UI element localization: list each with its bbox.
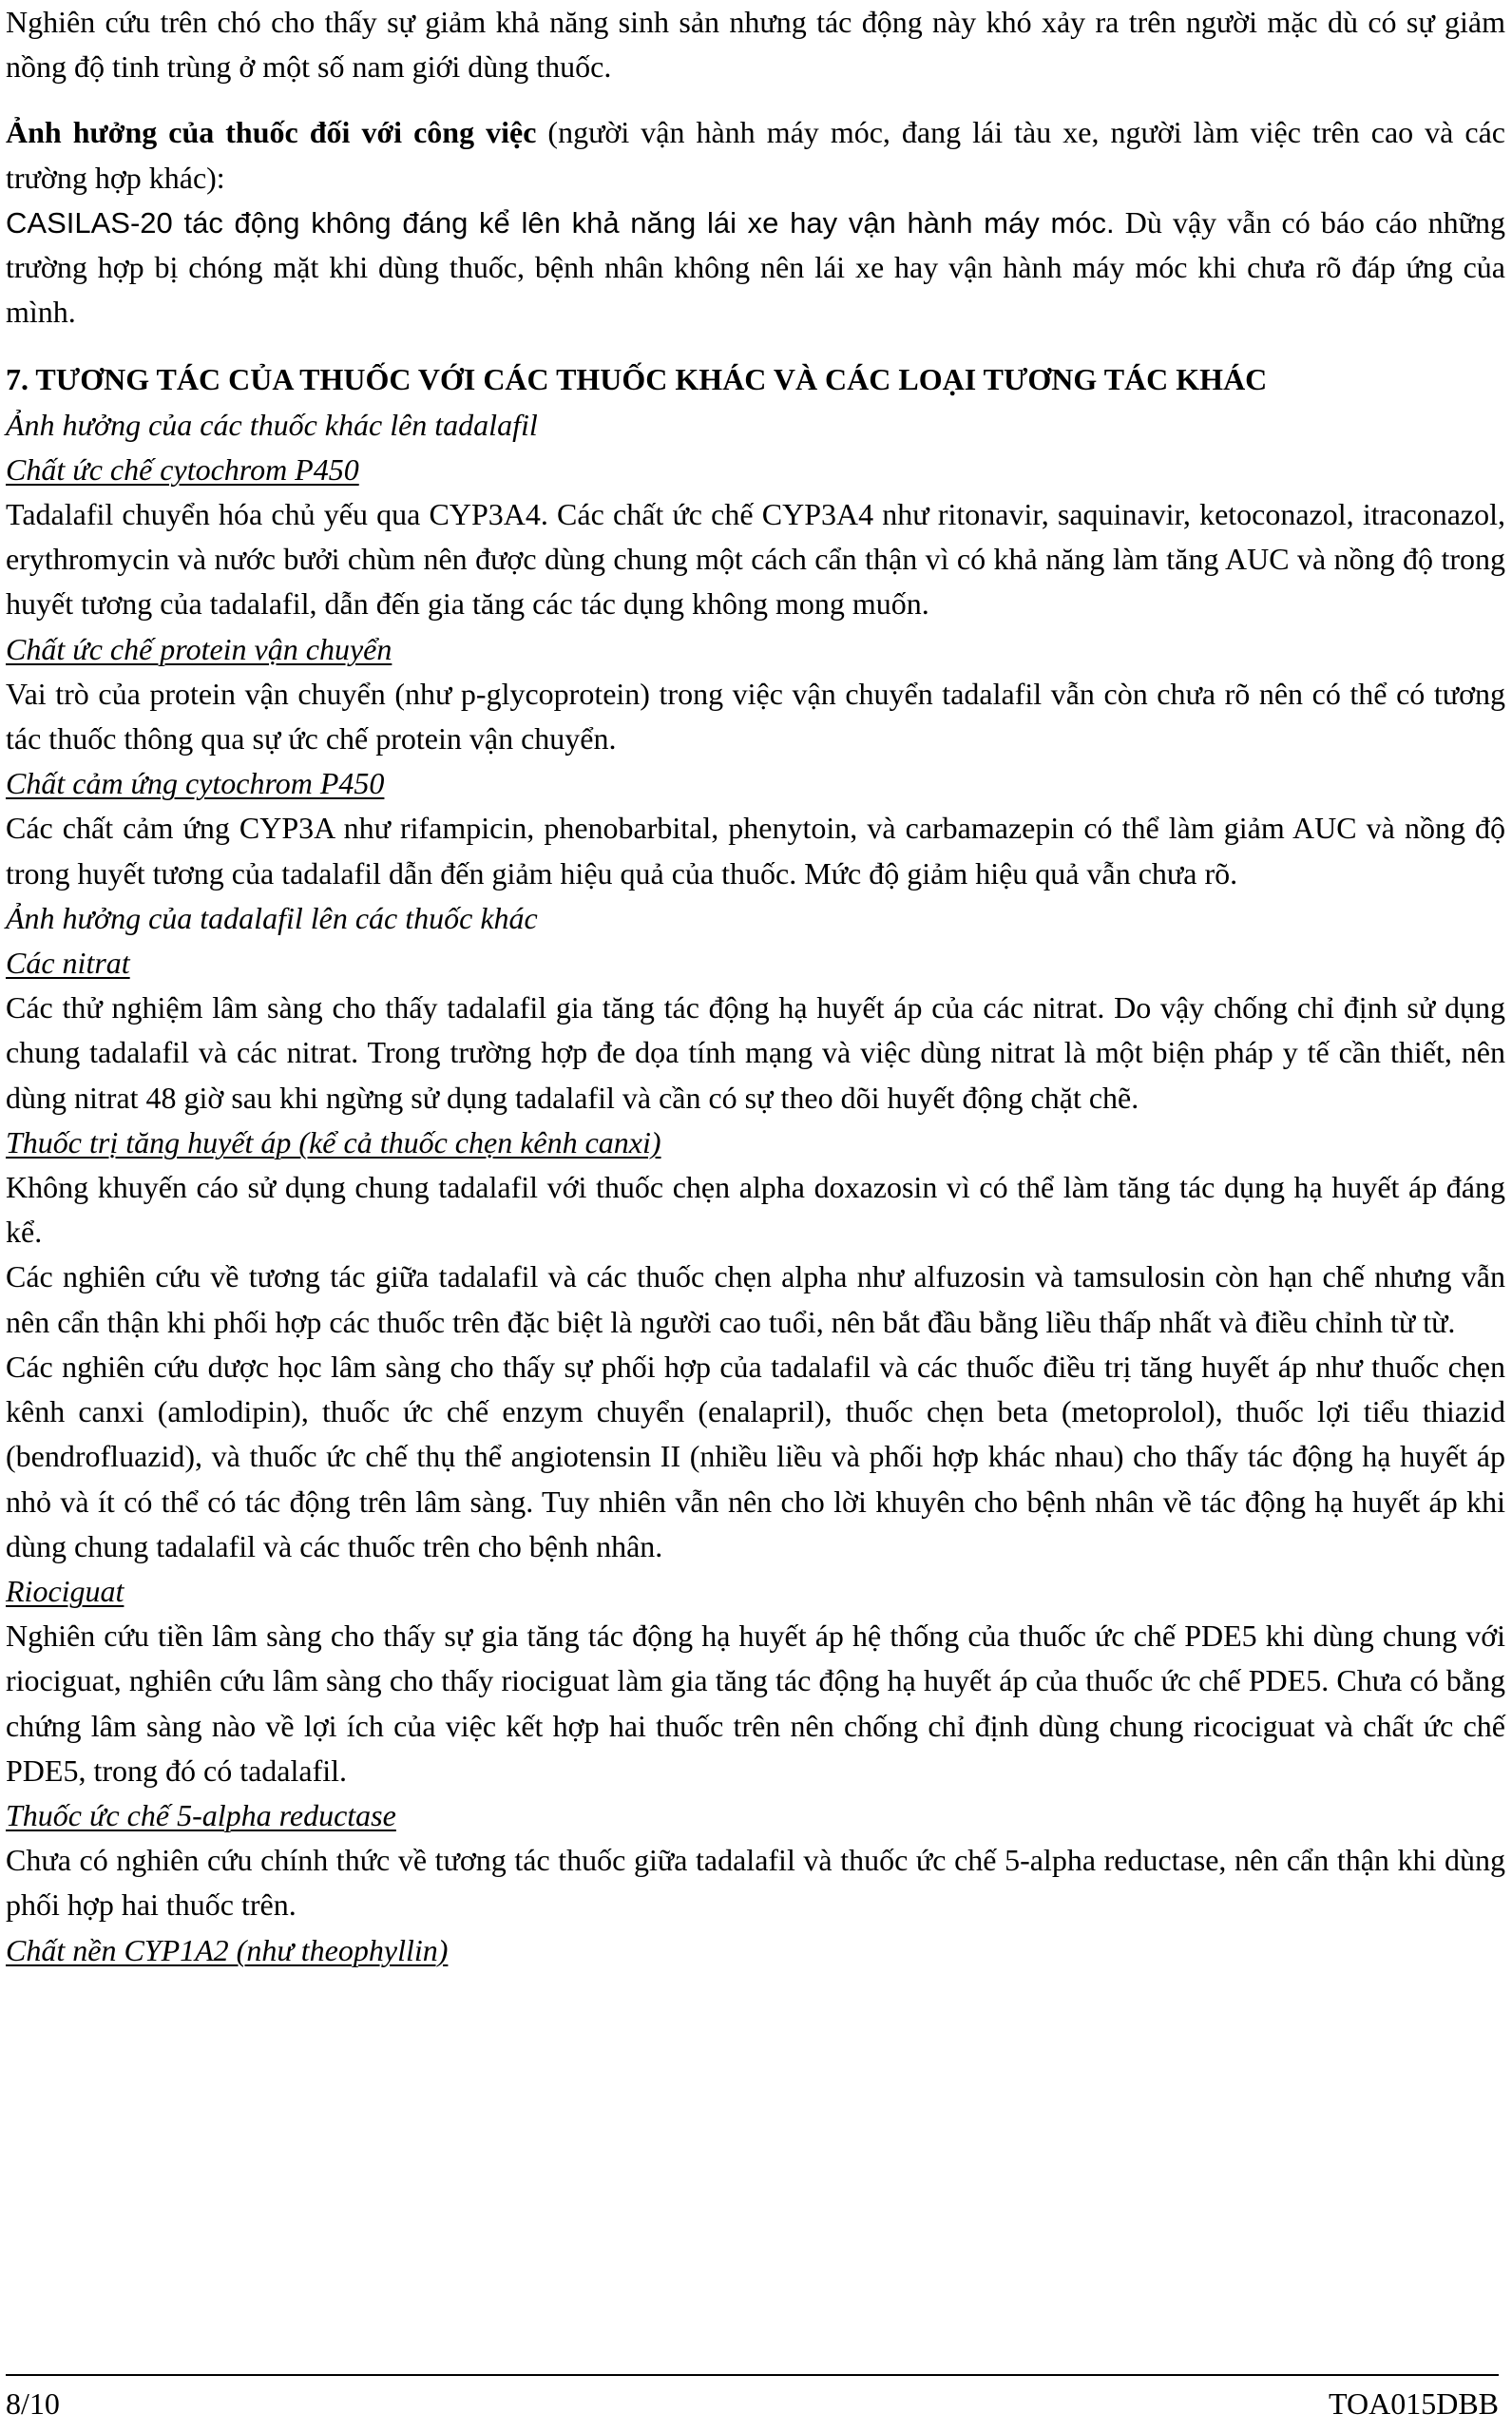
document-code: TOA015DBB xyxy=(1329,2386,1499,2421)
subheading-riociguat: Riociguat xyxy=(6,1573,124,1608)
subheading-nitrates: Các nitrat xyxy=(6,946,130,981)
fertility-paragraph: Nghiên cứu trên chó cho thấy sự giảm khả năng sinh sản nhưng tác động này khó xảy ra trên người mặc dù có sự giảm nồng độ tinh trùng ở một số nam giới dùng thuốc. xyxy=(6,5,1505,85)
footer-divider xyxy=(6,2374,1499,2376)
subheading-tadalafil-on-other-drugs: Ảnh hưởng của tadalafil lên các thuốc khác xyxy=(6,900,538,935)
cyp-inhibitor-text: Tadalafil chuyển hóa chủ yếu qua CYP3A4. Các chất ức chế CYP3A4 như ritonavir, saquinavir, ketoconazol, itraconazol, erythromycin và nước bưởi chùm nên được dùng chung một cách cẩn thận vì có khả năng làm tăng AUC và nồng độ trong huyết tương của tadalafil, dẫn đến gia tăng các tác dụng không mong muốn. xyxy=(6,497,1505,622)
transport-protein-text: Vai trò của protein vận chuyển (như p-glycoprotein) trong việc vận chuyển tadalafil vẫn còn chưa rõ nên có thể có tương tác thuốc thông qua sự ức chế protein vận chuyển. xyxy=(6,676,1505,757)
subheading-transport-protein: Chất ức chế protein vận chuyển xyxy=(6,631,392,666)
antihypertensive-text-1: Không khuyến cáo sử dụng chung tadalafil với thuốc chẹn alpha doxazosin vì có thể làm tăng tác dụng hạ huyết áp đáng kể. xyxy=(6,1170,1505,1250)
antihypertensive-text-2: Các nghiên cứu về tương tác giữa tadalafil và các thuốc chẹn alpha như alfuzosin và tamsulosin còn hạn chế nhưng vẫn nên cẩn thận khi phối hợp các thuốc trên đặc biệt là người cao tuổi, nên bắt đầu bằng liều thấp nhất và điều chỉnh từ từ. xyxy=(6,1259,1505,1339)
driving-effects-intro: (người vận hành máy móc, đang lái tàu xe, người làm việc trên cao và các trường hợp khác): xyxy=(6,115,1506,195)
driving-effects-title: Ảnh hưởng của thuốc đối với công việc xyxy=(6,115,537,150)
subheading-cyp1a2-substrate: Chất nền CYP1A2 (như theophyllin) xyxy=(6,1932,449,1967)
dizziness-warning: Dù vậy vẫn có báo cáo những trường hợp bị chóng mặt khi dùng thuốc, bệnh nhân không nên lái xe hay vận hành máy móc khi chưa rõ đáp ứng của mình. xyxy=(6,204,1505,330)
driving-effects-paragraph xyxy=(6,110,1505,200)
subheading-cyp-inhibitor: Chất ức chế cytochrom P450 xyxy=(6,451,359,487)
page-number: 8/10 xyxy=(6,2386,60,2421)
subheading-cyp-inducer: Chất cảm ứng cytochrom P450 xyxy=(6,766,385,801)
driving-effects-body xyxy=(6,201,1505,335)
section-7-heading: 7. TƯƠNG TÁC CỦA THUỐC VỚI CÁC THUỐC KHÁC VÀ CÁC LOẠI TƯƠNG TÁC KHÁC xyxy=(6,362,1268,397)
5-alpha-reductase-text: Chưa có nghiên cứu chính thức về tương tác thuốc giữa tadalafil và thuốc ức chế 5-alpha reductase, nên cẩn thận khi dùng phối hợp hai thuốc trên. xyxy=(6,1843,1505,1923)
nitrates-text: Các thử nghiệm lâm sàng cho thấy tadalafil gia tăng tác động hạ huyết áp của các nitrat. Do vậy chống chỉ định sử dụng chung tadalafil và các nitrat. Trong trường hợp đe dọa tính mạng và việc dùng nitrat là một biện pháp y tế cần thiết, nên dùng nitrat 48 giờ sau khi ngừng sử dụng tadalafil và cần có sự theo dõi huyết động chặt chẽ. xyxy=(6,990,1505,1115)
casilas-statement: CASILAS-20 tác động không đáng kể lên khả năng lái xe hay vận hành máy móc. xyxy=(6,205,1115,239)
subheading-other-drugs-on-tadalafil: Ảnh hưởng của các thuốc khác lên tadalafil xyxy=(6,407,538,442)
subheading-5-alpha-reductase: Thuốc ức chế 5-alpha reductase xyxy=(6,1797,396,1832)
document-page xyxy=(6,0,1505,1973)
riociguat-text: Nghiên cứu tiền lâm sàng cho thấy sự gia tăng tác động hạ huyết áp hệ thống của thuốc ức chế PDE5 khi dùng chung với riociguat, nghiên cứu lâm sàng cho thấy riociguat làm gia tăng tác động hạ huyết áp của thuốc ức chế PDE5. Chưa có bằng chứng lâm sàng nào về lợi ích của việc kết hợp hai thuốc trên nên chống chỉ định dùng chung ricociguat và chất ức chế PDE5, trong đó có tadalafil. xyxy=(6,1619,1505,1788)
subheading-antihypertensives: Thuốc trị tăng huyết áp (kể cả thuốc chẹn kênh canxi) xyxy=(6,1124,661,1159)
antihypertensive-text-3: Các nghiên cứu dược học lâm sàng cho thấy sự phối hợp của tadalafil và các thuốc điều trị tăng huyết áp như thuốc chẹn kênh canxi (amlodipin), thuốc ức chế enzym chuyển (enalapril), thuốc chẹn beta (metoprolol), thuốc lợi tiểu thiazid (bendrofluazid), và thuốc ức chế thụ thể angiotensin II (nhiều liều và phối hợp khác nhau) cho thấy tác động hạ huyết áp nhỏ và ít có thể có tác động trên lâm sàng. Tuy nhiên vẫn nên cho lời khuyên cho bệnh nhân về tác động hạ huyết áp khi dùng chung tadalafil và các thuốc trên cho bệnh nhân. xyxy=(6,1349,1505,1563)
page-footer xyxy=(6,2382,1499,2426)
cyp-inducer-text: Các chất cảm ứng CYP3A như rifampicin, phenobarbital, phenytoin, và carbamazepin có thể làm giảm AUC và nồng độ trong huyết tương của tadalafil dẫn đến giảm hiệu quả của thuốc. Mức độ giảm hiệu quả vẫn chưa rõ. xyxy=(6,811,1505,891)
